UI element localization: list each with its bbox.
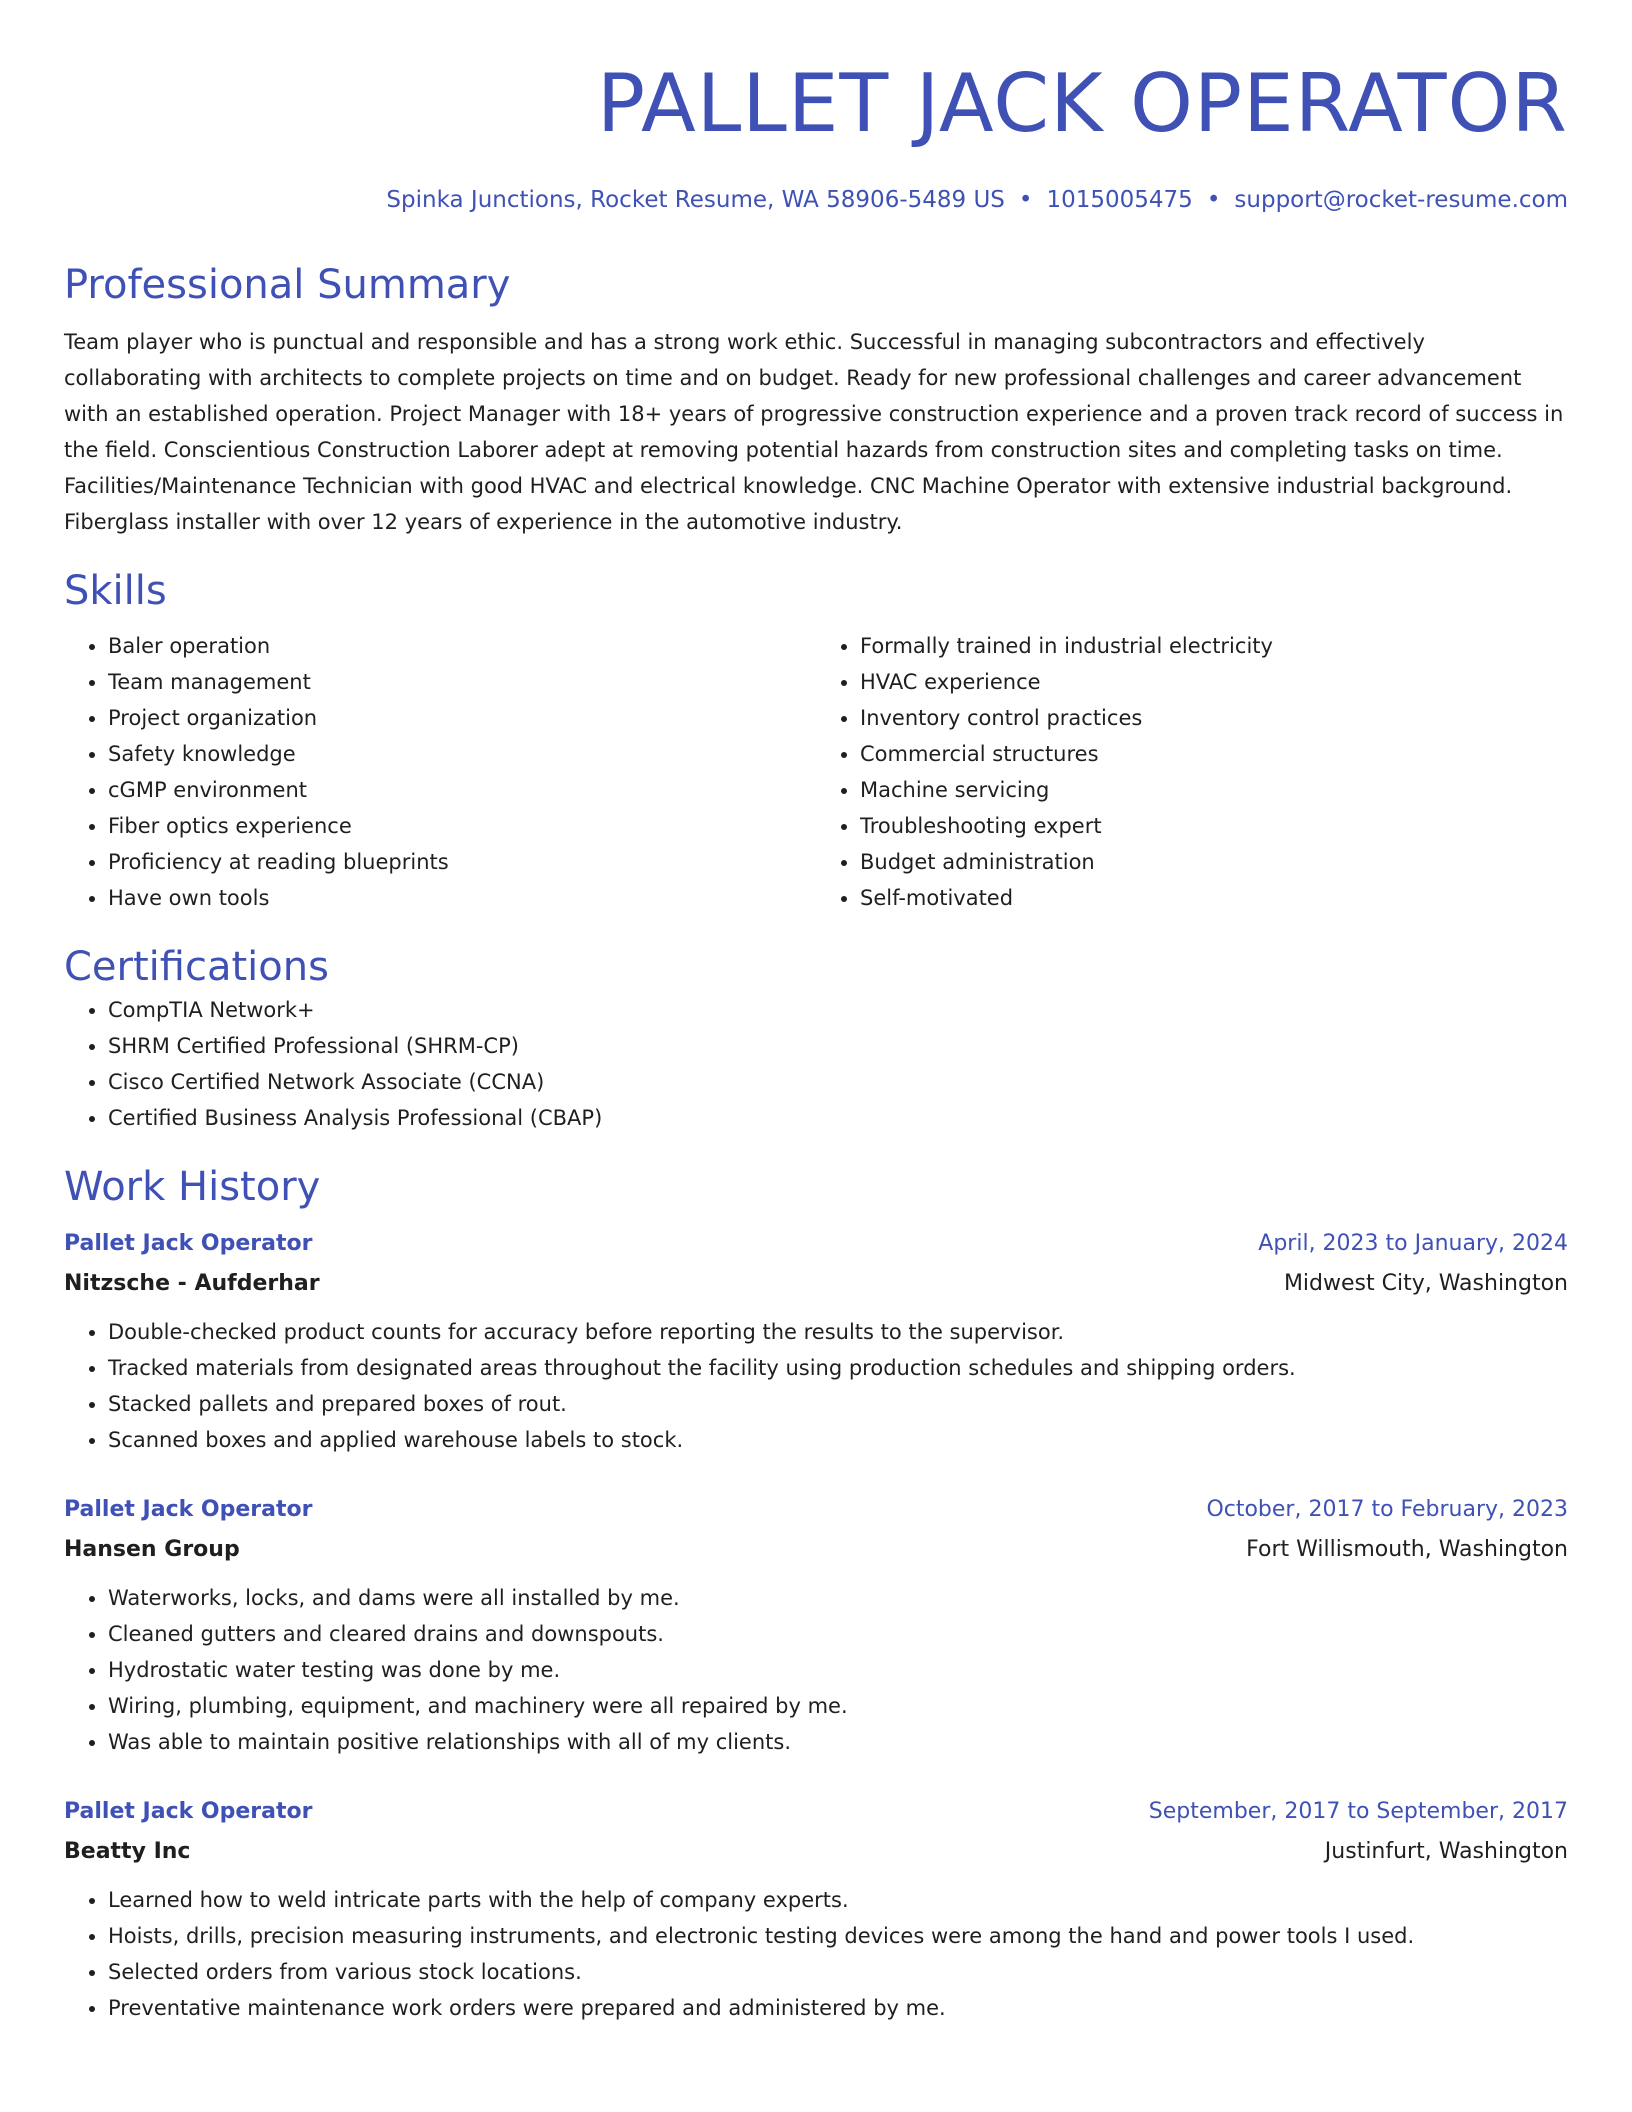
skill-item: • HVAC experience: [860, 664, 1568, 700]
job-company-row: [64, 1530, 1568, 1570]
contact-phone: 1015005475: [1046, 187, 1193, 213]
skill-item: • Budget administration: [860, 844, 1568, 880]
job-header-row: [64, 1490, 1568, 1530]
job-entry: [64, 1490, 1568, 1760]
skill-item: • Have own tools: [108, 880, 816, 916]
job-location: Midwest City, Washington: [1283, 1271, 1568, 1296]
skill-item: • Proficiency at reading blueprints: [108, 844, 816, 880]
job-location: Justinfurt, Washington: [1324, 1839, 1568, 1864]
skills-list-right: [816, 628, 1568, 916]
certification-item: • SHRM Certified Professional (SHRM-CP): [108, 1028, 1568, 1064]
job-bullet: • Wiring, plumbing, equipment, and machinery were all repaired by me.: [108, 1688, 1568, 1724]
contact-separator: •: [1018, 187, 1033, 213]
job-header-row: [64, 1792, 1568, 1832]
skill-item: • Baler operation: [108, 628, 816, 664]
job-bullet: • Tracked materials from designated areas throughout the facility using production schedules and shipping orders.: [108, 1350, 1568, 1386]
contact-email[interactable]: support@rocket-resume.com: [1234, 187, 1568, 213]
job-entry: [64, 1792, 1568, 2026]
job-bullet: • Preventative maintenance work orders were prepared and administered by me.: [108, 1990, 1568, 2026]
skill-item: • Troubleshooting expert: [860, 808, 1568, 844]
job-company: Nitzsche - Aufderhar: [64, 1271, 320, 1296]
job-bullet: • Stacked pallets and prepared boxes of rout.: [108, 1386, 1568, 1422]
job-bullets: [64, 1580, 1568, 1760]
summary-heading: Professional Summary: [64, 262, 511, 308]
job-company: Beatty Inc: [64, 1839, 191, 1864]
skill-item: • cGMP environment: [108, 772, 816, 808]
contact-address: Spinka Junctions, Rocket Resume, WA 58906-5489 US: [386, 187, 1005, 213]
skills-heading: Skills: [64, 568, 167, 614]
job-bullet: • Hydrostatic water testing was done by me.: [108, 1652, 1568, 1688]
job-bullet: • Learned how to weld intricate parts with the help of company experts.: [108, 1882, 1568, 1918]
certifications-heading: Certifications: [64, 944, 329, 990]
job-dates: October, 2017 to February, 2023: [1206, 1497, 1568, 1522]
job-bullet: • Double-checked product counts for accuracy before reporting the results to the supervisor.: [108, 1314, 1568, 1350]
job-bullet: • Selected orders from various stock locations.: [108, 1954, 1568, 1990]
job-dates: April, 2023 to January, 2024: [1258, 1231, 1568, 1256]
contact-line: [64, 184, 1568, 216]
job-bullets: [64, 1882, 1568, 2026]
job-bullet: • Was able to maintain positive relationships with all of my clients.: [108, 1724, 1568, 1760]
job-bullet: • Cleaned gutters and cleared drains and downspouts.: [108, 1616, 1568, 1652]
skill-item: • Inventory control practices: [860, 700, 1568, 736]
skill-item: • Safety knowledge: [108, 736, 816, 772]
job-bullet: • Scanned boxes and applied warehouse labels to stock.: [108, 1422, 1568, 1458]
skill-item: • Fiber optics experience: [108, 808, 816, 844]
job-header-row: [64, 1224, 1568, 1264]
contact-separator: •: [1206, 187, 1221, 213]
job-title: Pallet Jack Operator: [64, 1231, 313, 1256]
job-company-row: [64, 1832, 1568, 1872]
resume-name: PALLET JACK OPERATOR: [596, 57, 1568, 150]
skill-item: • Machine servicing: [860, 772, 1568, 808]
job-dates: September, 2017 to September, 2017: [1148, 1799, 1568, 1824]
job-bullet: • Waterworks, locks, and dams were all installed by me.: [108, 1580, 1568, 1616]
skills-grid: [64, 628, 1568, 916]
skill-item: • Team management: [108, 664, 816, 700]
certifications-list: [64, 992, 1568, 1136]
job-company: Hansen Group: [64, 1537, 240, 1562]
job-company-row: [64, 1264, 1568, 1304]
skill-item: • Commercial structures: [860, 736, 1568, 772]
certification-item: • Certified Business Analysis Professional (CBAP): [108, 1100, 1568, 1136]
job-title: Pallet Jack Operator: [64, 1799, 313, 1824]
job-location: Fort Willismouth, Washington: [1246, 1537, 1568, 1562]
job-entry: [64, 1224, 1568, 1458]
certification-item: • CompTIA Network+: [108, 992, 1568, 1028]
summary-text: Team player who is punctual and responsible and has a strong work ethic. Successful in managing subcontractors and effectively collaborating with architects to complete projects on time and on budget. Ready for new professional challenges and career advancement with an established operation. Project Manager with 18+ years of progressive construction experience and a proven track record of success in the field. Conscientious Construction Laborer adept at removing potential hazards from construction sites and completing tasks on time. Facilities/Maintenance Technician with good HVAC and electrical knowledge. CNC Machine Operator with extensive industrial background. Fiberglass installer with over 12 years of experience in the automotive industry.: [64, 330, 1564, 534]
work-history-heading: Work History: [64, 1164, 321, 1210]
skill-item: • Self-motivated: [860, 880, 1568, 916]
job-bullets: [64, 1314, 1568, 1458]
skill-item: • Project organization: [108, 700, 816, 736]
job-bullet: • Hoists, drills, precision measuring instruments, and electronic testing devices were among the hand and power tools I used.: [108, 1918, 1568, 1954]
certification-item: • Cisco Certified Network Associate (CCNA): [108, 1064, 1568, 1100]
skill-item: • Formally trained in industrial electricity: [860, 628, 1568, 664]
skills-list-left: [64, 628, 816, 916]
job-title: Pallet Jack Operator: [64, 1497, 313, 1522]
